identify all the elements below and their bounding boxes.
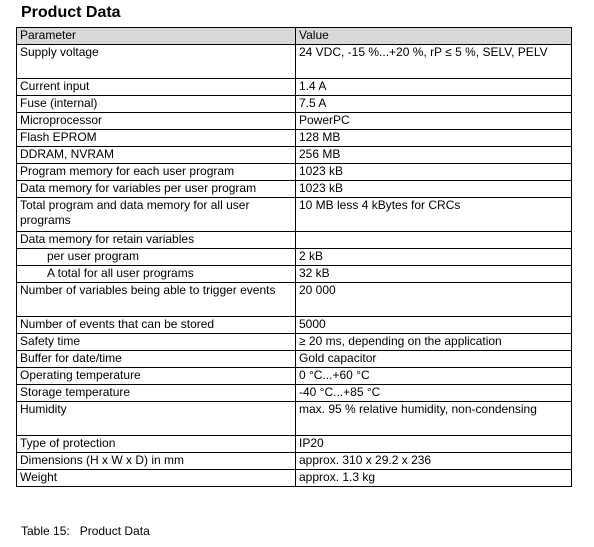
table-row (17, 470, 572, 487)
table-row (17, 317, 572, 334)
parameter-cell: Type of protection (17, 436, 296, 453)
column-header-parameter: Parameter (17, 28, 296, 45)
table-row (17, 351, 572, 368)
parameter-cell: Number of events that can be stored (17, 317, 296, 334)
value-cell (296, 232, 572, 249)
parameter-cell: Operating temperature (17, 368, 296, 385)
parameter-cell: Fuse (internal) (17, 96, 296, 113)
table-row (17, 249, 572, 266)
table-row (17, 334, 572, 351)
value-cell: ≥ 20 ms, depending on the application (296, 334, 572, 351)
value-cell: 24 VDC, -15 %...+20 %, rP ≤ 5 %, SELV, PELV (296, 45, 572, 79)
value-cell: -40 °C...+85 °C (296, 385, 572, 402)
table-row (17, 453, 572, 470)
parameter-cell: Current input (17, 79, 296, 96)
table-row (17, 147, 572, 164)
section-heading: Product Data (21, 4, 121, 21)
value-cell: max. 95 % relative humidity, non-condensing (296, 402, 572, 436)
table-row (17, 45, 572, 79)
value-cell: 0 °C...+60 °C (296, 368, 572, 385)
table-row (17, 402, 572, 436)
value-cell: 32 kB (296, 266, 572, 283)
value-cell: PowerPC (296, 113, 572, 130)
parameter-cell: Buffer for date/time (17, 351, 296, 368)
parameter-cell: Supply voltage (17, 45, 296, 79)
table-row (17, 164, 572, 181)
table-row (17, 79, 572, 96)
table-body (17, 45, 572, 487)
value-cell: 1023 kB (296, 181, 572, 198)
table-row (17, 198, 572, 232)
table-row (17, 436, 572, 453)
value-cell: 128 MB (296, 130, 572, 147)
header-row (17, 28, 572, 45)
value-cell: approx. 1.3 kg (296, 470, 572, 487)
value-cell: 5000 (296, 317, 572, 334)
parameter-cell: Humidity (17, 402, 296, 436)
table-row (17, 368, 572, 385)
table-row (17, 232, 572, 249)
parameter-cell: Weight (17, 470, 296, 487)
parameter-cell: Number of variables being able to trigger events (17, 283, 296, 317)
parameter-cell: Program memory for each user program (17, 164, 296, 181)
parameter-cell: per user program (17, 249, 296, 266)
value-cell: 2 kB (296, 249, 572, 266)
parameter-cell: Storage temperature (17, 385, 296, 402)
table-row (17, 181, 572, 198)
value-cell: 20 000 (296, 283, 572, 317)
table-header (17, 28, 572, 45)
table-caption: Table 15: Product Data (21, 524, 150, 538)
value-cell: 1023 kB (296, 164, 572, 181)
parameter-cell: Data memory for variables per user program (17, 181, 296, 198)
parameter-cell: DDRAM, NVRAM (17, 147, 296, 164)
parameter-cell: Microprocessor (17, 113, 296, 130)
table-row (17, 385, 572, 402)
value-cell: 256 MB (296, 147, 572, 164)
parameter-cell: Total program and data memory for all user programs (17, 198, 296, 232)
table-row (17, 283, 572, 317)
column-header-value: Value (296, 28, 572, 45)
table-row (17, 266, 572, 283)
value-cell: 1.4 A (296, 79, 572, 96)
parameter-cell: Safety time (17, 334, 296, 351)
table-row (17, 96, 572, 113)
table-row (17, 113, 572, 130)
table-row (17, 130, 572, 147)
value-cell: IP20 (296, 436, 572, 453)
parameter-cell: Dimensions (H x W x D) in mm (17, 453, 296, 470)
parameter-cell: A total for all user programs (17, 266, 296, 283)
parameter-cell: Flash EPROM (17, 130, 296, 147)
value-cell: Gold capacitor (296, 351, 572, 368)
value-cell: 10 MB less 4 kBytes for CRCs (296, 198, 572, 232)
product-data-table (16, 27, 572, 487)
value-cell: approx. 310 x 29.2 x 236 (296, 453, 572, 470)
value-cell: 7.5 A (296, 96, 572, 113)
parameter-cell: Data memory for retain variables (17, 232, 296, 249)
